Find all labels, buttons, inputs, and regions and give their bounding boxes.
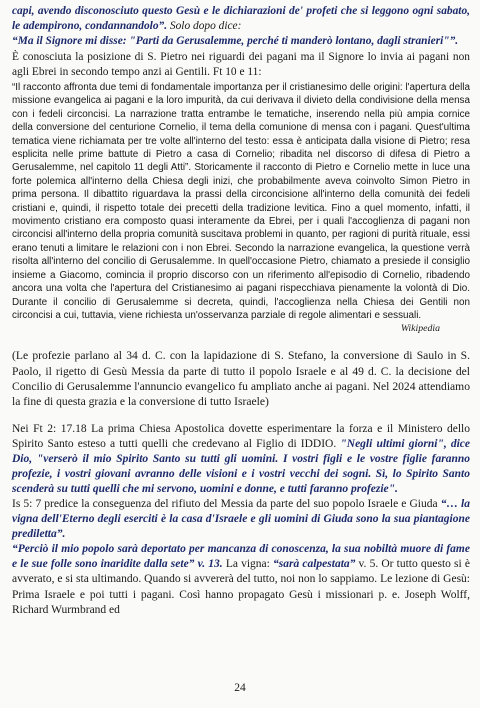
spirit-quote: "Negli ultimi giorni", dice Dio, "verserò il mio Spirito Santo su tutti gli uomini. I vostri figli e le vostre figlie faranno profezie, i vostri giovani avranno delle visioni e i vostri vecchi dei sogni. Sì, lo Spirito Santo scenderà su tutti quelli che mi servono, uomini e donne, e tutti faranno profezie". xyxy=(12,437,470,495)
isaiah-reference: Is 5: 7 predice la conseguenza del rifiuto del Messia da parte del suo popolo Israele e Giuda xyxy=(12,497,441,510)
opening-tail-text: Solo dopo dice: xyxy=(167,20,242,33)
section-paragraph xyxy=(12,422,470,618)
prophecy-note: (Le profezie parlano al 34 d. C. con la lapidazione di S. Stefano, la conversione di Saulo in S. Paolo, il rigetto di Gesù Messia da parte di tutto il popolo Israele e al 49 d. C. la decisione del Concilio di Gerusalemme l'annuncio evangelico fu ampliato anche ai pagani. Nel 2024 attendiamo la fine di questa grazia e la conversione di tutto Israele) xyxy=(12,349,470,409)
page-number: 24 xyxy=(234,682,246,694)
deportation-quote: “Perciò il mio popolo sarà deportato per mancanza di conoscenza, la sua nobiltà muore di fame e le sue folle sono inaridite dalla sete” v. 13. xyxy=(12,543,470,571)
trampled-quote: “sarà calpestata” xyxy=(273,558,356,571)
vineyard-quote: “… la vigna dell'Eterno degli eserciti è la casa d'Israele e gli uomini di Giuda sono la sua piantagione prediletta”. xyxy=(12,497,470,541)
lord-quote: “Ma il Signore mi disse: "Parti da Gerusalemme, perché ti manderò lontano, dagli stranieri"”. xyxy=(12,35,459,48)
opening-paragraph xyxy=(12,4,470,80)
closing-text: v. 5. Or tutto questo si è avverato, e si sta ultimando. Quando si avvererà del tutto, noi non lo sappiamo. Le lezione di Gesù: Prima Israele e poi tutti i pagani. Così hanno propagato Gesù i missionari p. e. Joseph Wolff, Richard Wurmbrand ed xyxy=(12,558,470,616)
acts-reference: Nei Ft 2: 17.18 La prima Chiesa Apostolica dovette esperimentare la forza e il Ministero dello Spirito Santo esteso a tutti quelli che credevano al Figlio di IDDIO. xyxy=(12,422,470,450)
quote-source: Wikipedia xyxy=(400,323,440,335)
intro-text: È conosciuta la posizione di S. Pietro nei riguardi dei pagani ma il Signore lo invia ai pagani non agli Ebrei in secondo tempo anzi ai Gentili. Ft 10 e 11: xyxy=(12,50,470,78)
opening-italic-text: capi, avendo disconosciuto questo Gesù e le dichiarazioni de' profeti che si leggono ogni sabato, le adempirono, condannandolo”. xyxy=(12,5,470,33)
wikipedia-quote: “Il racconto affronta due temi di fondamentale importanza per il cristianesimo delle origini: l'apertura della missione evangelica ai pagani e la loro impurità, da cui derivava il divieto della condivisione della mensa con i fedeli circoncisi. La narrazione tratta entrambe le tematiche, inserendo nella più ampia cornice della conversione del centurione Cornelio, il tema della comunione di mensa con i pagani. Quest'ultima tematica viene richiamata per tre volte all'interno del testo: essa è anticipata dalla visione di Pietro; resa esplicita nelle prime battute di Pietro a casa di Cornelio; ribadita nel discorso di difesa di Pietro a Gerusalemme, nel capitolo 11 degli Atti”. Storicamente il racconto di Pietro e Cornelio mette in luce una forte polemica all'interno della Chiesa degli inizi, che probabilmente aveva coinvolto Simon Pietro in prima persona. Il dibattito riguardava la prassi della circoncisione all'interno della comunità dei fedeli cristiani e, quindi, il rispetto totale dei precetti della tradizione levitica. Fino a quel momento, infatti, il movimento cristiano era composto quasi interamente da Ebrei, per i quali l'accoglienza di pagani non circoncisi all'interno della propria comunità suscitava problemi in quanto, per ragioni di purità rituale, essi erano tenuti a limitare le relazioni con i non Ebrei. Secondo la narrazione evangelica, la questione verrà risolta all'interno del concilio di Gerusalemme. In quell'occasione Pietro, chiamato a presiede il consiglio insieme a Giacomo, comincia il proprio discorso con un riferimento all'episodio di Cornelio, ribadendo ancora una volta che l'apertura del Cristianesimo ai pagani rispecchiava pienamente la volontà di Dio. Durante il concilio di Gerusalemme si decreta, quindi, l'accoglienza nella Chiesa dei Gentili non circoncisi a cui, tuttavia, viene richiesta un'osservanza parziale di regole alimentari e sessuali. xyxy=(12,82,470,321)
vineyard-label: La vigna: xyxy=(222,558,274,571)
